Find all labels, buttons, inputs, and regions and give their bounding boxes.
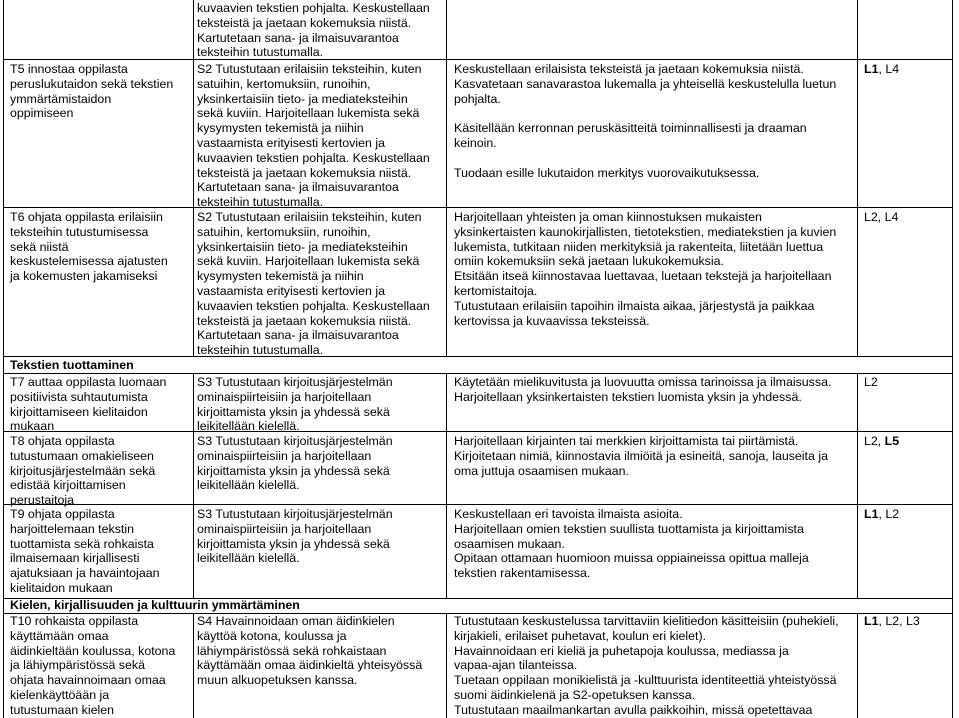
column-divider <box>446 373 447 598</box>
areas-cell: L1, L4 <box>864 62 900 76</box>
column-divider <box>3 0 4 718</box>
goal-cell: T8 ohjata oppilasta tutustumaan omakieliseen kirjoitusjärjestelmään sekä edistää kirjoittamisen perustaitoja <box>10 434 156 508</box>
assessment-cell: Tutustutaan keskustelussa tarvittaviin kielitiedon käsitteisiin (puhekieli, kirjakieli, erilaiset puhetavat, koulun eri kielet). Havainnoidaan eri kieliä ja puhetapoja koulussa, mediassa ja vapaa-ajan tilanteissa. Tuetaan oppilaan monikielistä ja -kulttuurista identiteettiä yhteistyössä suomi äidinkielenä ja S2-opetuksen kanssa. Tutustutaan maailmankartan avulla paikkoihin, missä opetettavaa <box>454 614 839 717</box>
content-cell: kuvaavien tekstien pohjalta. Keskustellaan teksteistä ja jaetaan kokemuksia niistä. Kartutetaan sana- ja ilmaisuvarantoa teksteihin tutustumalla. <box>197 1 430 60</box>
row-divider <box>3 373 953 374</box>
row-divider <box>3 207 953 208</box>
assessment-cell: Käytetään mielikuvitusta ja luovuutta omissa tarinoissa ja ilmaisussa. Harjoitellaan yksinkertaisten tekstien luomista yksin ja yhdessä. <box>454 375 832 404</box>
column-divider <box>193 0 194 356</box>
goal-cell: T6 ohjata oppilasta erilaisiin teksteihin tutustumisessa sekä niistä keskustelemisessa ajatusten ja kokemusten jakamiseksi <box>10 210 168 284</box>
column-divider <box>857 613 858 718</box>
assessment-cell: Keskustellaan erilaisista teksteistä ja jaetaan kokemuksia niistä. Kasvatetaan sanavarastoa lukemalla ja yhteisellä keskustelulla luetun pohjalta. Käsitellään kerronnan peruskäsitteitä toiminnallisesti ja draaman keinoin. Tuodaan esille lukutaidon merkitys vuorovaikutuksessa. <box>454 62 837 180</box>
areas-cell: L2, L4 <box>864 210 899 224</box>
content-cell: S2 Tutustutaan erilaisiin teksteihin, kuten satuihin, kertomuksiin, runoihin, yksinkertaisiin tieto- ja mediateksteihin sekä kuviin. Harjoitellaan lukemista sekä kysymysten tekemistä ja niihin vastaamista erityisesti kertovien ja kuvaavien tekstien pohjalta. Keskustellaan teksteistä ja jaetaan kokemuksia niistä. Kartutetaan sana- ja ilmaisuvarantoa teksteihin tutustumalla. <box>197 210 430 358</box>
column-divider <box>857 373 858 598</box>
content-cell: S3 Tutustutaan kirjoitusjärjestelmän ominaispiirteisiin ja harjoitellaan kirjoittamista yksin ja yhdessä sekä leikitellään kielellä. <box>197 375 393 434</box>
content-cell: S4 Havainnoidaan oman äidinkielen käyttöä kotona, koulussa ja lähiympäristössä sekä rohkaistaan käyttämään omaa äidinkieltä yhteisyössä muun alkuopetuksen kanssa. <box>197 614 423 688</box>
column-divider <box>857 0 858 356</box>
column-divider <box>952 0 953 718</box>
content-cell: S2 Tutustutaan erilaisiin teksteihin, kuten satuihin, kertomuksiin, runoihin, yksinkertaisiin tieto- ja mediateksteihin sekä kuviin. Harjoitellaan lukemista sekä kysymysten tekemistä ja niihin vastaamista erityisesti kertovien ja kuvaavien tekstien pohjalta. Keskustellaan teksteistä ja jaetaan kokemuksia niistä. Kartutetaan sana- ja ilmaisuvarantoa teksteihin tutustumalla. <box>197 62 430 210</box>
goal-cell: T10 rohkaista oppilasta käyttämään omaa äidinkieltään koulussa, kotona ja lähiympäristössä sekä ohjata havainnoimaan omaa kielenkäyttöään ja tutustumaan kielen <box>10 614 176 717</box>
areas-cell: L2 <box>864 375 878 389</box>
row-divider <box>3 59 953 60</box>
row-divider <box>3 356 953 357</box>
key-area-code: L1 <box>864 507 879 521</box>
goal-cell: T7 auttaa oppilasta luomaan positiivista suhtautumista kirjoittamiseen kielitaidon mukaan <box>10 375 167 434</box>
content-cell: S3 Tutustutaan kirjoitusjärjestelmän ominaispiirteisiin ja harjoitellaan kirjoittamista yksin ja yhdessä sekä leikitellään kielellä. <box>197 434 393 493</box>
section-heading: Kielen, kirjallisuuden ja kulttuurin ymmärtäminen <box>10 598 300 612</box>
areas-cell: L1, L2 <box>864 507 900 521</box>
column-divider <box>193 373 194 598</box>
goal-cell: T5 innostaa oppilasta peruslukutaidon sekä tekstien ymmärtämistaidon oppimiseen <box>10 62 174 121</box>
areas-cell: L1, L2, L3 <box>864 614 920 628</box>
assessment-cell: Harjoitellaan yhteisten ja oman kiinnostuksen mukaisten yksinkertaisten kaunokirjallisten, tietotekstien, mediatekstien ja kuvien lukemista, tutkitaan niiden merkityksiä ja rakenteita, liitetään luettua omiin kokemuksiin sekä jaetaan lukukokemuksia. Etsitään itseä kiinnostavaa luettavaa, luetaan tekstejä ja harjoitellaan kertomistaitoja. Tutustutaan erilaisiin tapoihin ilmaista aikaa, järjestystä ja paikkaa kertovissa ja kuvaavissa teksteissä. <box>454 210 837 328</box>
section-heading: Tekstien tuottaminen <box>10 358 134 372</box>
content-cell: S3 Tutustutaan kirjoitusjärjestelmän ominaispiirteisiin ja harjoitellaan kirjoittamista yksin ja yhdessä sekä leikitellään kielellä. <box>197 507 393 566</box>
assessment-cell: Harjoitellaan kirjainten tai merkkien kirjoittamista tai piirtämistä. Kirjoitetaan nimiä, kiinnostavia ilmiöitä ja esineitä, sanoja, lauseita ja oma juttuja osaamisen mukaan. <box>454 434 828 478</box>
goal-cell: T9 ohjata oppilasta harjoittelemaan tekstin tuottamista sekä rohkaista ilmaisemaan kirjallisesti ajatuksiaan ja havaintojaan kielitaidon mukaan <box>10 507 160 595</box>
key-area-code: L1 <box>864 614 879 628</box>
assessment-cell: Keskustellaan eri tavoista ilmaista asioita. Harjoitellaan omien tekstien suullista tuottamista ja kirjoittamista osaamisen mukaan. Opitaan ottamaan huomioon muissa oppiaineissa opittua malleja tekstien rakentamisessa. <box>454 507 809 581</box>
column-divider <box>446 613 447 718</box>
column-divider <box>193 613 194 718</box>
areas-cell: L2, L5 <box>864 434 900 448</box>
key-area-code: L1 <box>864 62 879 76</box>
key-area-code: L5 <box>884 434 900 448</box>
column-divider <box>446 0 447 356</box>
